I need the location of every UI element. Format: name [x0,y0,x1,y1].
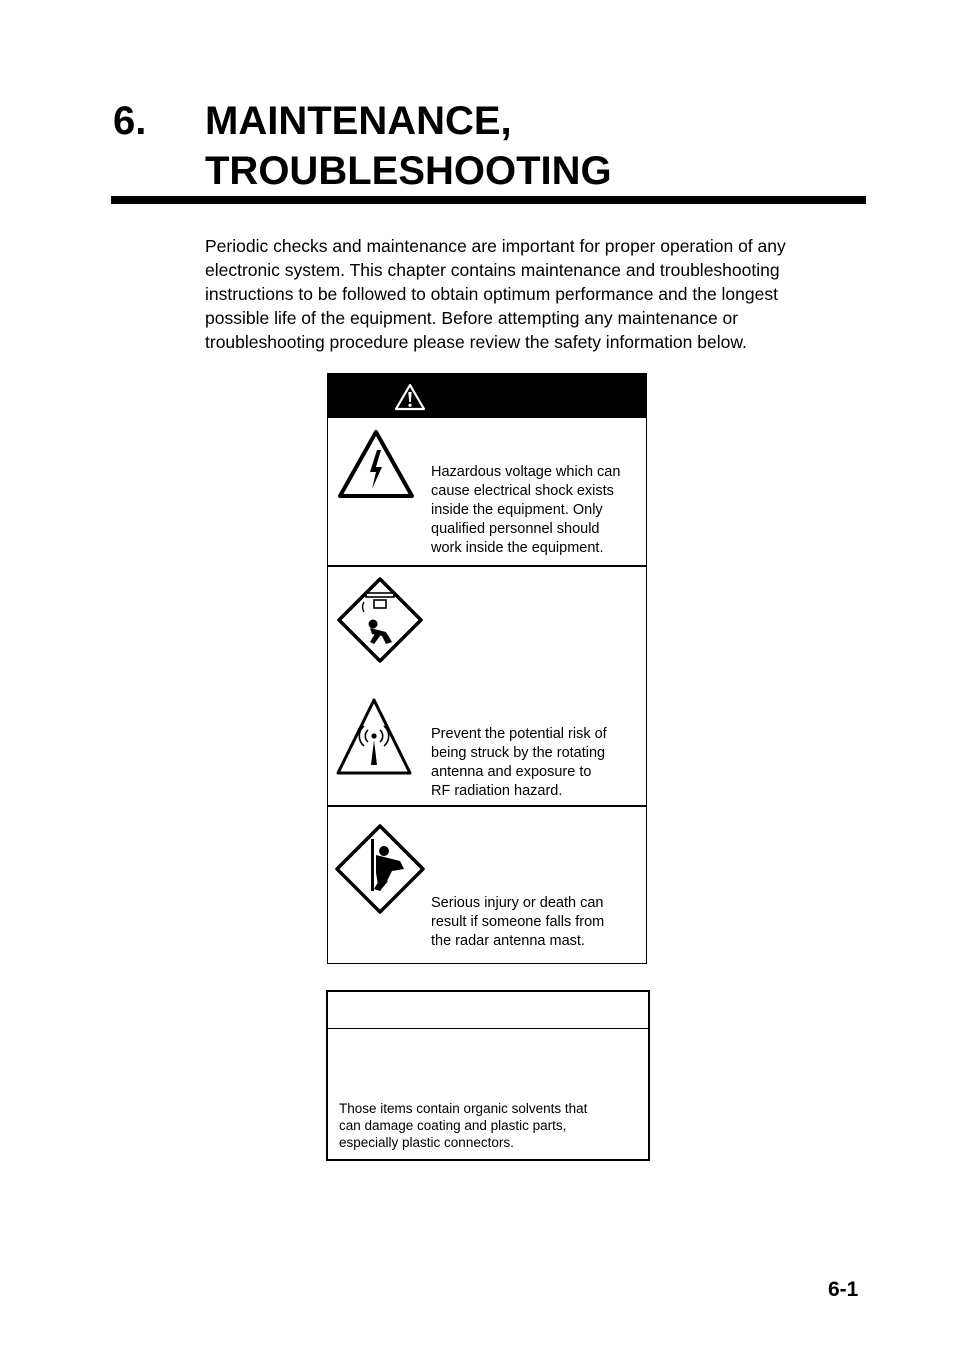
fall-hazard-icon [334,823,426,915]
chapter-title-line: TROUBLESHOOTING [205,149,612,193]
warning-text-electrical [431,463,643,558]
warning-text-fall [431,894,643,951]
warning-line: inside the equipment. Only [431,502,603,518]
rotating-antenna-hazard-icon [336,576,424,664]
caution-line: Those items contain organic solvents that [339,1101,588,1116]
caution-header [328,992,648,1029]
caution-text [339,1100,639,1151]
warning-line: result if someone falls from [431,914,605,930]
caution-line: especially plastic connectors. [339,1135,514,1150]
rf-radiation-icon [335,697,413,777]
warning-line: RF radiation hazard. [431,783,563,799]
intro-paragraph: Periodic checks and maintenance are important for proper operation of any electronic system. This chapter contains maintenance and troubleshooting instructions to be followed to obtain optimum performance and the longest possible life of the equipment. Before attempting any maintenance or troubleshooting procedure please review the safety information below. [205,236,786,352]
caution-box [326,990,650,1161]
row-divider [328,565,646,567]
warning-text-antenna [431,725,643,801]
warning-box [327,373,647,964]
warning-line: being struck by the rotating [431,745,606,761]
warning-line: work inside the equipment. [431,540,604,556]
electrical-shock-icon [337,428,415,500]
caution-line: can damage coating and plastic parts, [339,1118,567,1133]
warning-line: Serious injury or death can [431,895,604,911]
page-number: 6-1 [828,1278,859,1301]
chapter-number: 6. [113,99,147,143]
warning-line: qualified personnel should [431,521,600,537]
warning-line: Prevent the potential risk of [431,726,607,742]
row-divider [328,805,646,807]
title-rule [111,196,866,204]
warning-triangle-icon [394,383,426,411]
chapter-title-line: MAINTENANCE, [205,99,512,143]
warning-line: cause electrical shock exists [431,483,614,499]
warning-line: Hazardous voltage which can [431,464,621,480]
warning-line: the radar antenna mast. [431,933,585,949]
warning-line: antenna and exposure to [431,764,592,780]
warning-header [328,374,646,418]
chapter-title [205,96,612,196]
